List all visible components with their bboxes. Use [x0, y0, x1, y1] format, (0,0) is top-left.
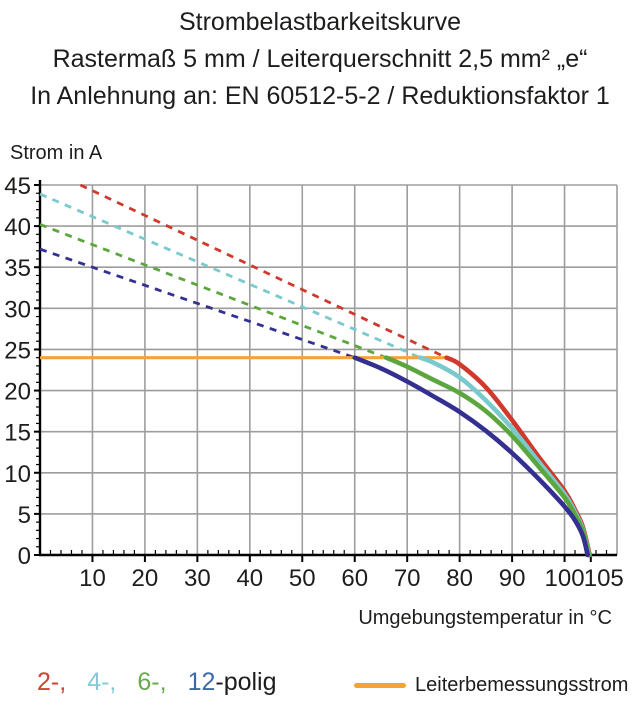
rated-current-legend-label: Leiterbemessungsstrom	[415, 673, 629, 696]
y-tick-label: 40	[4, 214, 31, 242]
x-tick-label: 30	[184, 565, 211, 592]
chart-plot-area	[0, 170, 640, 600]
y-tick-label: 20	[4, 378, 31, 406]
x-tick-label: 40	[236, 565, 264, 592]
x-tick-label: 90	[498, 565, 526, 592]
x-tick-label: 105	[583, 565, 624, 592]
x-tick-label: 20	[131, 565, 159, 592]
poles-legend-items	[37, 668, 215, 696]
title-line-3: In Anlehnung an: EN 60512-5-2 / Reduktionsfaktor 1	[30, 82, 610, 110]
legend-pole-6: 6-,	[137, 668, 167, 696]
x-tick-label: 80	[446, 565, 473, 592]
y-tick-label: 10	[4, 460, 31, 488]
y-axis-title: Strom in A	[10, 142, 103, 164]
x-tick-label: 100	[544, 565, 585, 592]
poles-legend	[37, 668, 277, 697]
y-tick-label: 30	[4, 296, 31, 324]
y-tick-label: 0	[17, 543, 31, 570]
legend-pole-12: 12	[187, 668, 216, 696]
rated-current-legend	[354, 672, 628, 698]
y-tick-label: 15	[4, 419, 31, 447]
y-tick-label: 35	[4, 255, 31, 283]
title-line-1: Strombelastbarkeitskurve	[178, 8, 462, 36]
title-block	[0, 4, 640, 115]
poles-legend-suffix: -polig	[215, 668, 277, 696]
x-axis-title: Umgebungstemperatur in °C	[358, 607, 612, 629]
x-tick-label: 10	[79, 565, 106, 592]
y-tick-label: 5	[17, 501, 31, 529]
x-tick-label: 50	[288, 565, 316, 592]
legend-pole-4: 4-,	[87, 668, 117, 696]
y-tick-label: 25	[4, 337, 31, 365]
rated-current-line-swatch	[354, 683, 406, 688]
title-line-2: Rastermaß 5 mm / Leiterquerschnitt 2,5 mm² „e“	[52, 45, 588, 73]
series-2-polig-dashed	[80, 185, 446, 358]
x-tick-label: 70	[393, 565, 421, 592]
legend-pole-2: 2-,	[37, 668, 67, 696]
series-4-polig-dashed	[40, 194, 420, 358]
y-tick-label: 45	[4, 173, 31, 200]
x-tick-label: 60	[341, 565, 369, 592]
